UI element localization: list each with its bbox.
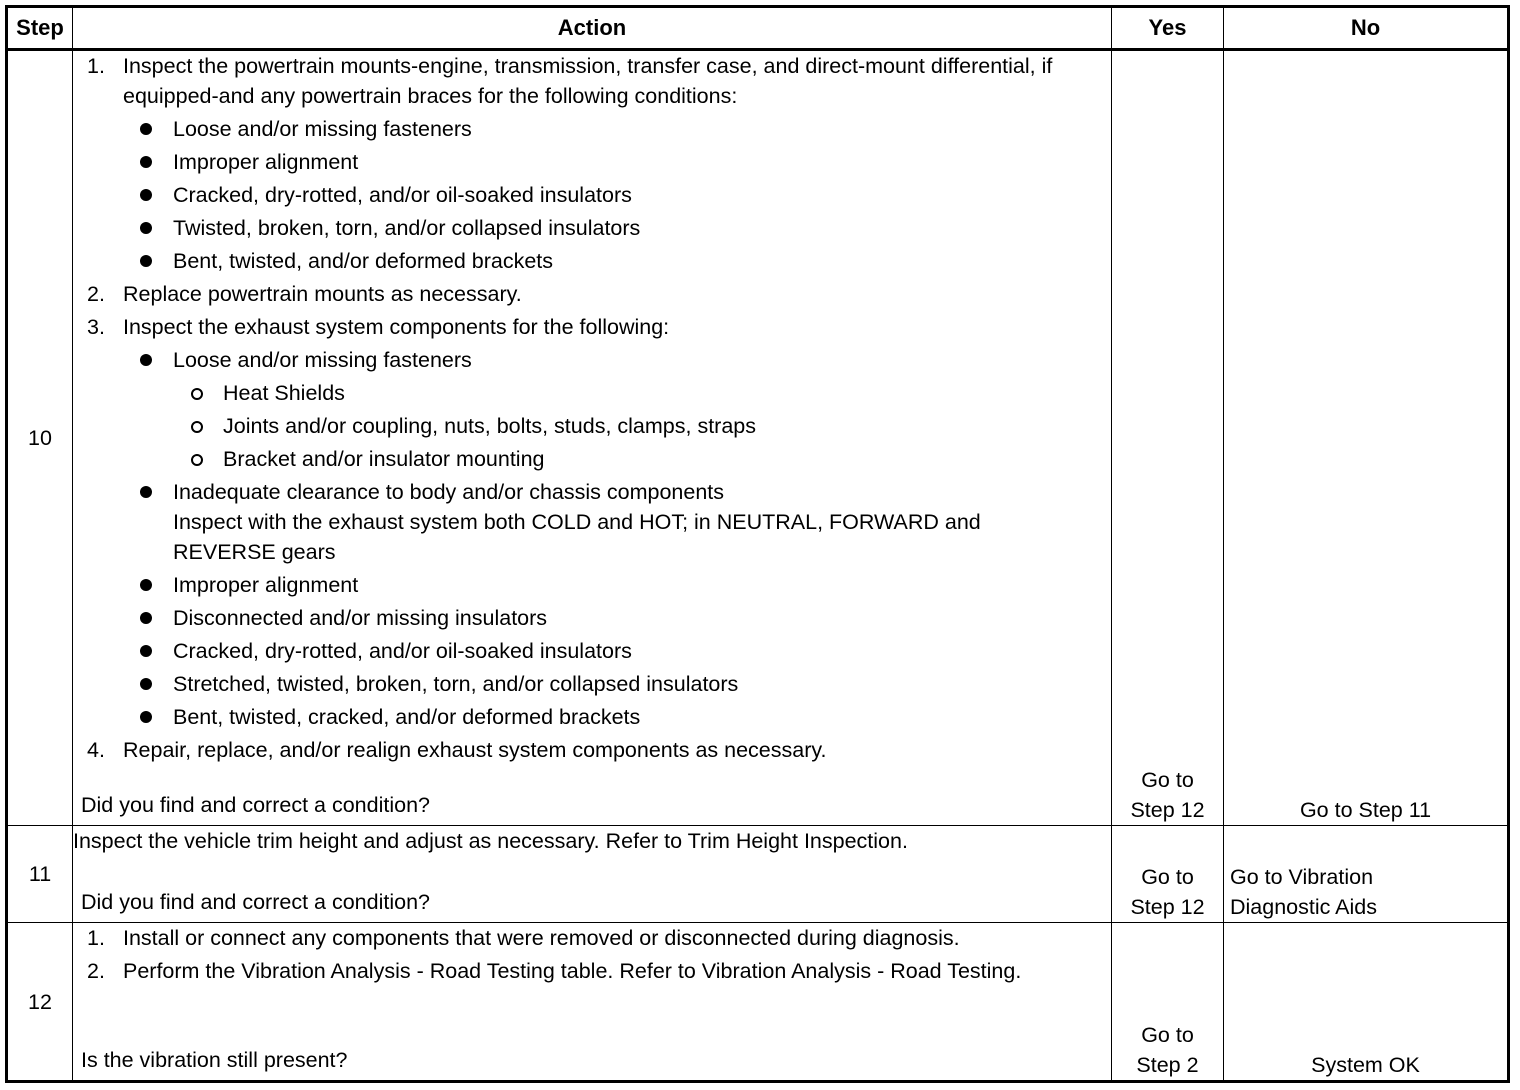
sub-bullet-item: Heat Shields — [173, 378, 1111, 408]
step-number: 11 — [7, 826, 73, 923]
yes-cell — [1112, 50, 1224, 826]
diagnostic-table — [5, 5, 1510, 1083]
yes-link[interactable]: Go to Step 2 — [1136, 1023, 1199, 1077]
header-yes: Yes — [1112, 7, 1224, 50]
bullet-item: Twisted, broken, torn, and/or collapsed insulators — [123, 213, 1111, 243]
question-text: Did you find and correct a condition? — [81, 890, 430, 914]
no-link[interactable]: System OK — [1311, 1053, 1420, 1077]
yes-cell — [1112, 923, 1224, 1082]
sub-bullet-list — [173, 378, 1111, 474]
sub-bullet-item: Bracket and/or insulator mounting — [173, 444, 1111, 474]
step-number: 10 — [7, 50, 73, 826]
bullet-item: Bent, twisted, and/or deformed brackets — [123, 246, 1111, 276]
sub-bullet-item: Joints and/or coupling, nuts, bolts, studs, clamps, straps — [173, 411, 1111, 441]
bullet-icon — [140, 123, 152, 135]
no-link[interactable]: Go to Step 11 — [1299, 798, 1432, 822]
bullet-icon — [140, 156, 152, 168]
table-row — [7, 826, 1509, 923]
action-cell — [73, 923, 1112, 1082]
no-link[interactable]: Go to Vibration Diagnostic Aids — [1230, 865, 1377, 919]
list-item — [73, 51, 1111, 276]
item-text: Repair, replace, and/or realign exhaust system components as necessary. — [123, 738, 827, 762]
item-number: 3. — [87, 315, 105, 339]
list-item — [73, 956, 1111, 986]
no-cell — [1224, 826, 1509, 923]
no-cell — [1224, 50, 1509, 826]
item-text: Install or connect any components that were removed or disconnected during diagnosis. — [123, 926, 960, 950]
item-text: Inspect the vehicle trim height and adjust as necessary. Refer to Trim Height Inspection. — [73, 829, 908, 853]
bullet-icon — [140, 486, 152, 498]
diagnostic-table-frame — [5, 5, 1510, 1083]
header-action: Action — [73, 7, 1112, 50]
bullet-item: Cracked, dry-rotted, and/or oil-soaked insulators — [123, 180, 1111, 210]
bullet-icon — [140, 222, 152, 234]
bullet-icon — [140, 678, 152, 690]
numbered-list — [73, 51, 1111, 765]
step-number: 12 — [7, 923, 73, 1082]
list-item — [73, 312, 1111, 732]
list-item — [73, 923, 1111, 953]
bullet-item: Improper alignment — [123, 570, 1111, 600]
bullet-list — [123, 114, 1111, 276]
bullet-item: Stretched, twisted, broken, torn, and/or collapsed insulators — [123, 669, 1111, 699]
bullet-item: Loose and/or missing fasteners — [123, 114, 1111, 144]
bullet-icon — [140, 354, 152, 366]
circle-bullet-icon — [191, 421, 203, 433]
numbered-list — [73, 923, 1111, 986]
item-text: Inspect the exhaust system components for the following: — [123, 315, 670, 339]
bullet-item: Disconnected and/or missing insulators — [123, 603, 1111, 633]
bullet-item: Cracked, dry-rotted, and/or oil-soaked insulators — [123, 636, 1111, 666]
bullet-icon — [140, 579, 152, 591]
item-text: Replace powertrain mounts as necessary. — [123, 282, 522, 306]
list-item — [73, 279, 1111, 309]
table-row — [7, 50, 1509, 826]
question-text: Is the vibration still present? — [81, 1048, 348, 1072]
item-number: 2. — [87, 959, 105, 983]
question-text: Did you find and correct a condition? — [81, 793, 430, 817]
yes-link[interactable]: Go to Step 12 — [1130, 865, 1205, 919]
item-text: Perform the Vibration Analysis - Road Testing table. Refer to Vibration Analysis - Road Testing. — [123, 959, 1022, 983]
bullet-item: Inadequate clearance to body and/or chassis components Inspect with the exhaust system both COLD and HOT; in NEUTRAL, FORWARD and REVERSE gears — [123, 477, 1111, 567]
no-cell — [1224, 923, 1509, 1082]
item-number: 1. — [87, 54, 105, 78]
header-row — [7, 7, 1509, 50]
table-row — [7, 923, 1509, 1082]
item-number: 4. — [87, 738, 105, 762]
yes-cell — [1112, 826, 1224, 923]
yes-link[interactable]: Go to Step 12 — [1130, 768, 1205, 822]
clearance-note: Inspect with the exhaust system both COLD and HOT; in NEUTRAL, FORWARD and REVERSE gears — [173, 510, 981, 564]
bullet-item: Improper alignment — [123, 147, 1111, 177]
circle-bullet-icon — [191, 454, 203, 466]
bullet-list — [123, 345, 1111, 732]
bullet-icon — [140, 189, 152, 201]
item-text: Inspect the powertrain mounts-engine, transmission, transfer case, and direct-mount differential, if equipped-and any powertrain braces for the following conditions: — [123, 54, 1053, 108]
bullet-icon — [140, 612, 152, 624]
item-number: 1. — [87, 926, 105, 950]
bullet-item: Loose and/or missing fasteners Heat Shields Joints and/or coupling, nuts, bolts, studs, clamps, straps Bracket and/or insulator mounting — [123, 345, 1111, 474]
action-cell — [73, 826, 1112, 923]
circle-bullet-icon — [191, 388, 203, 400]
action-cell — [73, 50, 1112, 826]
bullet-icon — [140, 255, 152, 267]
bullet-icon — [140, 645, 152, 657]
bullet-item: Bent, twisted, cracked, and/or deformed brackets — [123, 702, 1111, 732]
list-item — [73, 735, 1111, 765]
header-step: Step — [7, 7, 73, 50]
item-number: 2. — [87, 282, 105, 306]
header-no: No — [1224, 7, 1509, 50]
bullet-icon — [140, 711, 152, 723]
